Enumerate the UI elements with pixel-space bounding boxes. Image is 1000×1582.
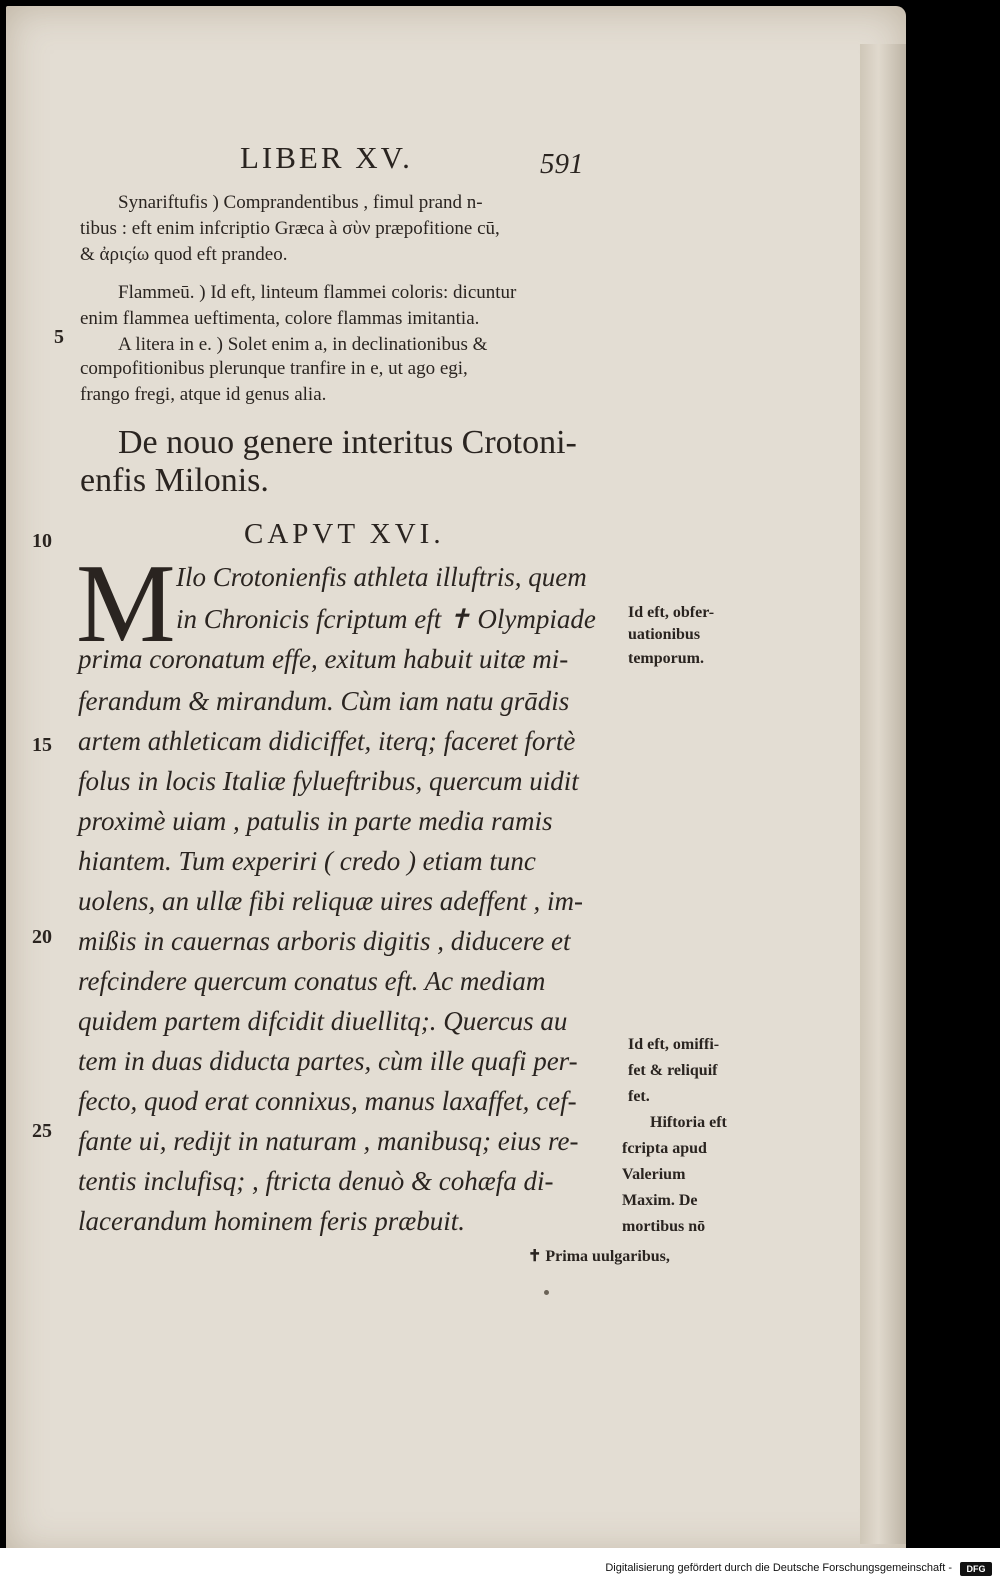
footer-credit: Digitalisierung gefördert durch die Deutsche Forschungsgemeinschaft - [605,1562,952,1574]
side-note-line: Id eft, omiffi- [628,1036,720,1053]
side-note-line: uationibus [628,626,701,643]
side-note-line: temporum. [628,650,704,667]
side-note-line: fet & reliquif [628,1062,718,1079]
side-note-line: fcripta apud [622,1140,707,1157]
folio-number: 591 [540,148,584,180]
body-line: tentis inclufisq; , ftricta denuò & cohæfa di- [78,1166,554,1196]
note-line: A litera in e. ) Solet enim a, in declinationibus & [118,334,488,355]
body-line: mißis in cauernas arboris digitis , diducere et [78,926,571,956]
body-line: in Chronicis fcriptum eft ✝ Olympiade [176,604,596,634]
catchword: ✝ Prima uulgaribus, [528,1248,670,1265]
side-note-line: Id eft, obfer- [628,604,715,621]
note-line: Flammeū. ) Id eft, linteum flammei coloris: dicuntur [118,282,517,303]
body-line: ferandum & mirandum. Cùm iam natu grādis [78,686,570,716]
line-number: 15 [32,734,52,756]
side-note-line: Maxim. De [622,1192,698,1209]
body-line: tem in duas diducta partes, cùm ille quafi per- [78,1046,578,1076]
dfg-logo: DFG [960,1562,992,1576]
drop-cap: M [76,542,176,666]
note-line: compofitionibus plerunque tranfire in e, ut ago egi, [80,358,468,379]
chapter-heading: enfis Milonis. [80,462,269,499]
caput-title: CAPVT XVI. [244,518,445,550]
body-line: artem athleticam didiciffet, iterq; faceret fortè [78,726,576,756]
note-line: frango fregi, atque id genus alia. [80,384,327,405]
side-note-line: Valerium [622,1166,686,1183]
note-line: Synariftufis ) Comprandentibus , fimul prand n- [118,192,483,213]
footer-strip [0,1548,1000,1582]
line-number: 10 [32,530,52,552]
note-line: tibus : eft enim infcriptio Græca à σὺν præpofitione cū, [80,218,500,239]
note-line: enim flammea ueftimenta, colore flammas imitantia. [80,308,480,329]
side-note-line: Hiftoria eft [650,1114,727,1131]
body-line: hiantem. Tum experiri ( credo ) etiam tunc [78,846,536,876]
body-line: prima coronatum effe, exitum habuit uitæ mi- [78,644,569,674]
running-head: LIBER XV. [240,140,413,175]
line-number: 5 [54,326,64,348]
line-number: 25 [32,1120,52,1142]
side-note-line: mortibus nō [622,1218,706,1235]
note-line: & ἀριςίω quod eft prandeo. [80,244,288,265]
body-line: lacerandum hominem feris præbuit. [78,1206,465,1236]
body-line: proximè uiam , patulis in parte media ramis [78,806,553,836]
ink-speck [544,1290,549,1295]
body-line: fante ui, redijt in naturam , manibusq; eius re- [78,1126,579,1156]
line-number: 20 [32,926,52,948]
body-line: folus in locis Italiæ fylueftribus, quercum uidit [78,766,579,796]
body-line: quidem partem difcidit diuellitq;. Quercus au [78,1006,568,1036]
body-line: refcindere quercum conatus eft. Ac mediam [78,966,546,996]
body-line: fecto, quod erat connixus, manus laxaffet, cef- [78,1086,577,1116]
page-edge [860,44,906,1544]
chapter-heading: De nouo genere interitus Crotoni- [118,424,577,461]
body-line: Ilo Crotonienfis athleta illuftris, quem [176,562,587,592]
side-note-line: fet. [628,1088,650,1105]
body-line: uolens, an ullæ fibi reliquæ uires adeffent , im- [78,886,583,916]
